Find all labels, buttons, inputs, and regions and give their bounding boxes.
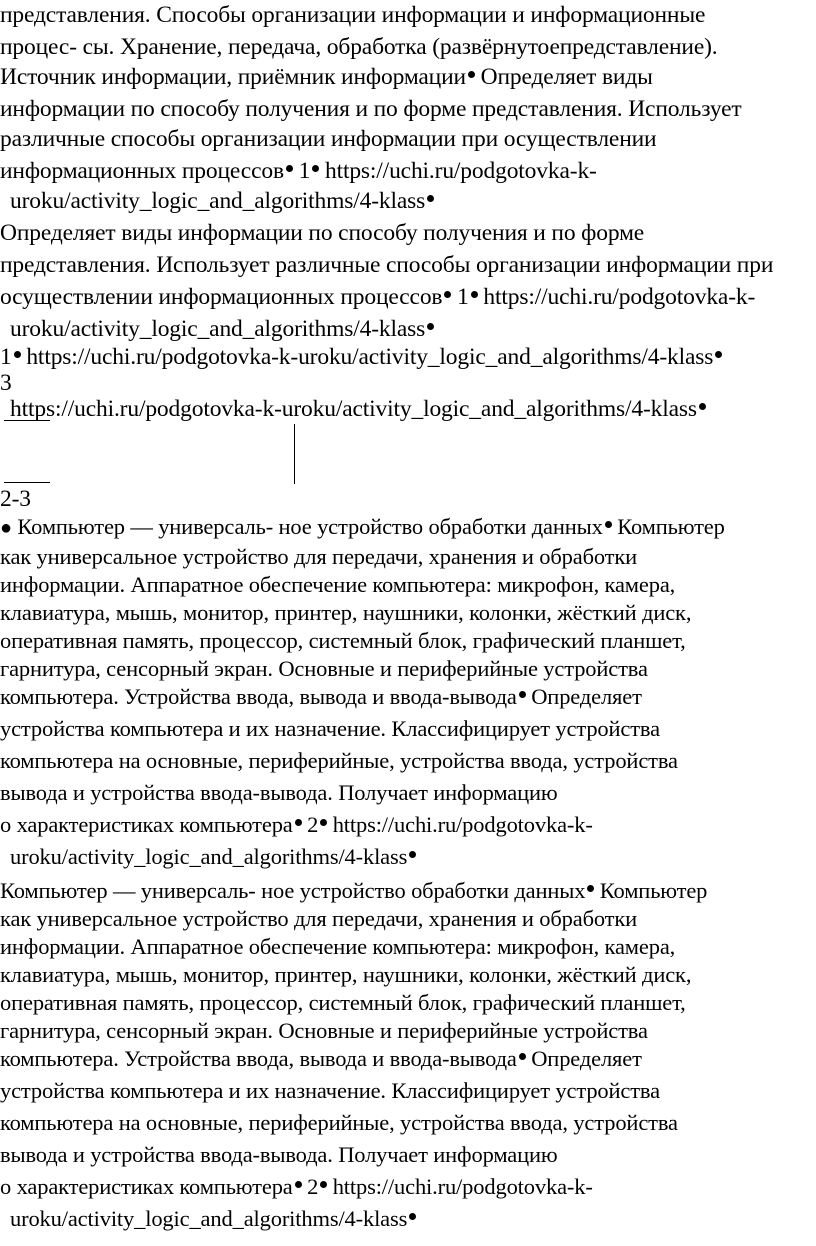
text-line: Компьютер — универсаль- ное устройство обработки данных Компьютер: [0, 878, 708, 903]
text-line: компьютера. Устройства ввода, вывода и ввода-вывода Определяет: [0, 1046, 642, 1071]
text-line: устройства компьютера и их назначение. Классифицирует устройства: [0, 716, 660, 741]
text-line: клавиатура, мышь, монитор, принтер, наушники, колонки, жёсткий диск,: [0, 962, 692, 987]
text-line: ● Компьютер — универсаль- ное устройство обработки данных Компьютер: [0, 514, 725, 539]
text-line: представления. Способы организации информации и информационные: [0, 2, 706, 28]
text-line: Источник информации, приёмник информации Определяет виды: [0, 64, 653, 90]
text-line: различные способы организации информации при осуществлении: [0, 126, 657, 152]
text-line: компьютера. Устройства ввода, вывода и ввода-вывода Определяет: [0, 684, 642, 709]
text-line: клавиатура, мышь, монитор, принтер, наушники, колонки, жёсткий диск,: [0, 600, 692, 625]
text-line: как универсальное устройство для передачи, хранения и обработки: [0, 544, 638, 569]
text-line: uroku/activity_logic_and_algorithms/4-klass: [10, 318, 434, 342]
text-line: процес- сы. Хранение, передача, обработка (развёрнутоепредставление).: [0, 34, 718, 60]
text-line: компьютера на основные, периферийные, устройства ввода, устройства: [0, 1110, 678, 1135]
divider: [294, 424, 295, 484]
divider: [4, 482, 50, 483]
text-line: о характеристиках компьютера 2 https://uchi.ru/podgotovka-k-: [0, 1174, 593, 1199]
text-line: 3: [0, 370, 12, 396]
text-line: uroku/activity_logic_and_algorithms/4-klass: [10, 846, 416, 869]
text-line: как универсальное устройство для передачи, хранения и обработки: [0, 906, 638, 931]
text-line: uroku/activity_logic_and_algorithms/4-klass: [10, 1208, 416, 1231]
text-line: Определяет виды информации по способу получения и по форме: [0, 220, 645, 246]
text-line: информационных процессов 1 https://uchi.ru/podgotovka-k-: [0, 158, 597, 184]
text-line: гарнитура, сенсорный экран. Основные и периферийные устройства: [0, 1018, 648, 1043]
text-line: представления. Использует различные способы организации информации при: [0, 252, 774, 278]
text-line: 1 https://uchi.ru/podgotovka-k-uroku/activity_logic_and_algorithms/4-klass: [0, 346, 722, 370]
text-line: 2-3: [0, 486, 31, 512]
text-line: uroku/activity_logic_and_algorithms/4-klass: [10, 190, 434, 214]
text-line: информации. Аппаратное обеспечение компьютера: микрофон, камера,: [0, 934, 676, 959]
text-line: информации. Аппаратное обеспечение компьютера: микрофон, камера,: [0, 572, 676, 597]
text-line: о характеристиках компьютера 2 https://uchi.ru/podgotovka-k-: [0, 812, 593, 837]
text-line: компьютера на основные, периферийные, устройства ввода, устройства: [0, 748, 678, 773]
text-line: оперативная память, процессор, системный блок, графический планшет,: [0, 990, 686, 1015]
text-line: осуществлении информационных процессов 1 https://uchi.ru/podgotovka-k-: [0, 284, 756, 310]
text-line: устройства компьютера и их назначение. Классифицирует устройства: [0, 1078, 660, 1103]
text-line: гарнитура, сенсорный экран. Основные и периферийные устройства: [0, 656, 648, 681]
text-line: информации по способу получения и по форме представления. Использует: [0, 96, 742, 122]
text-line: https://uchi.ru/podgotovka-k-uroku/activity_logic_and_algorithms/4-klass: [10, 398, 706, 422]
text-line: вывода и устройства ввода-вывода. Получает информацию: [0, 1142, 558, 1167]
text-line: вывода и устройства ввода-вывода. Получает информацию: [0, 780, 558, 805]
text-line: оперативная память, процессор, системный блок, графический планшет,: [0, 628, 686, 653]
